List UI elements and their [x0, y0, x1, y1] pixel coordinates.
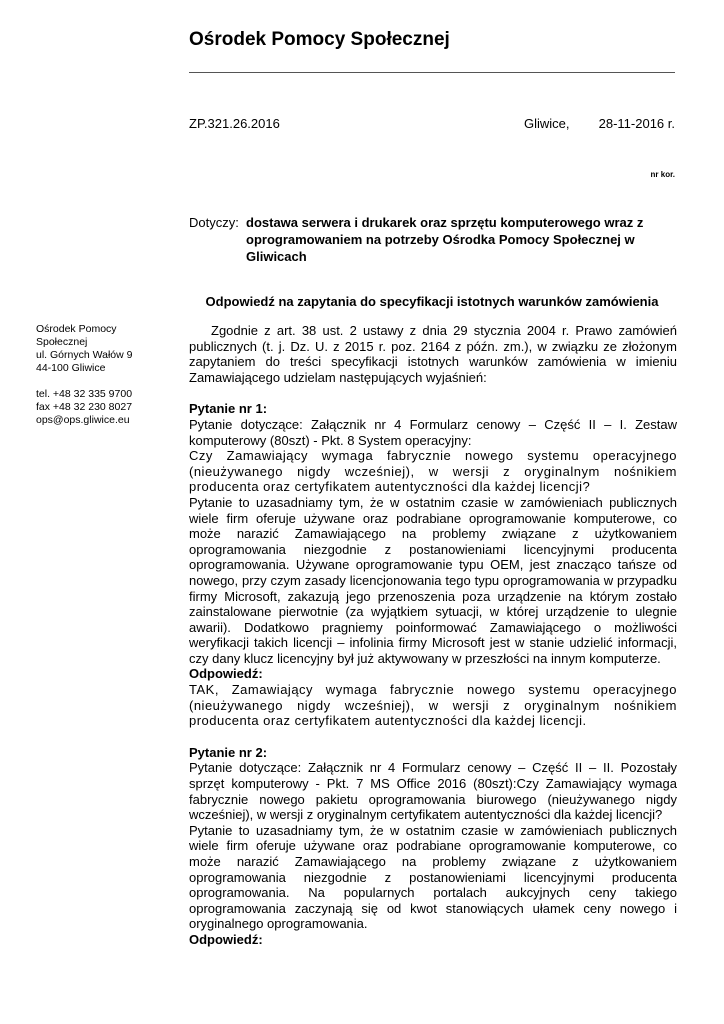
- document-date: 28-11-2016 r.: [598, 116, 675, 131]
- sidebar-line: Ośrodek Pomocy: [36, 323, 117, 335]
- answer-1-label: Odpowiedź:: [189, 666, 263, 682]
- sidebar-line: 44-100 Gliwice: [36, 362, 106, 374]
- sidebar-fax: fax +48 32 230 8027: [36, 401, 133, 413]
- sidebar-line: Społecznej: [36, 336, 88, 348]
- question-1-text: Czy Zamawiający wymaga fabrycznie nowego systemu operacyjnego (nieużywanego nigdy wcześniej), w wersji z oryginalnym nośnikiem producenta oraz certyfikatem autentyczności dla każdej licencji?: [189, 448, 677, 495]
- question-1-title: Pytanie nr 1:: [189, 401, 268, 417]
- header-divider: [189, 72, 675, 73]
- subject-block: [189, 214, 679, 265]
- document-body: [189, 323, 677, 948]
- subject-label: Dotyczy:: [189, 215, 239, 230]
- reference-line: [189, 116, 675, 131]
- document-heading: Odpowiedź na zapytania do specyfikacji istotnych warunków zamówienia: [205, 294, 659, 309]
- question-2-subject: Pytanie dotyczące: Załącznik nr 4 Formularz cenowy – Część II – II. Pozostały sprzęt komputerowy - Pkt. 7 MS Office 2016 (80szt):Czy Zamawiający wymaga fabrycznie nowego pakietu oprogramowania biurowego (nieużywanego nigdy wcześniej), w wersji z oryginalnym certyfikatem autentyczności dla każdej licencji?: [189, 760, 677, 823]
- reference-number: ZP.321.26.2016: [189, 116, 280, 131]
- sidebar-email: ops@ops.gliwice.eu: [36, 414, 130, 426]
- question-1-subject: Pytanie dotyczące: Załącznik nr 4 Formularz cenowy – Część II – I. Zestaw komputerowy (80szt) - Pkt. 8 System operacyjny:: [189, 416, 677, 448]
- place: Gliwice,: [524, 116, 570, 131]
- nr-kor-label: nr kor.: [650, 170, 675, 179]
- intro-paragraph: Zgodnie z art. 38 ust. 2 ustawy z dnia 29 stycznia 2004 r. Prawo zamówień publicznych (t. j. Dz. U. z 2015 r. poz. 2164 z późn. zm.), w związku ze złożonym zapytaniem do treści specyfikacji istotnych warunków zamówienia w imieniu Zamawiającego udzielam następujących wyjaśnień:: [189, 323, 677, 385]
- answer-2-label: Odpowiedź:: [189, 931, 263, 947]
- sidebar-contact: [36, 323, 176, 427]
- sidebar-phone: tel. +48 32 335 9700: [36, 388, 133, 400]
- organization-title: Ośrodek Pomocy Społecznej: [189, 29, 450, 50]
- question-2-justification: Pytanie to uzasadniamy tym, że w ostatnim czasie w zamówieniach publicznych wiele firm oferuje używane oraz podrabiane oprogramowanie komputerowe, co może narazić Zamawiającego na problemy związane z użytkowaniem oprogramowania niezgodnie z postanowieniami licencyjnymi producenta oprogramowania. Na popularnych portalach aukcyjnych ceny takiego oprogramowania zaczynają się od kwot stanowiących ułamek ceny nowego i oryginalnego oprogramowania.: [189, 822, 677, 932]
- question-2-title: Pytanie nr 2:: [189, 744, 268, 760]
- answer-1-text: TAK, Zamawiający wymaga fabrycznie nowego systemu operacyjnego (nieużywanego nigdy wcześniej), w wersji z oryginalnym nośnikiem producenta oraz certyfikatem autentyczności dla każdej licencji.: [189, 682, 677, 729]
- question-1-justification: Pytanie to uzasadniamy tym, że w ostatnim czasie w zamówieniach publicznych wiele firm oferuje używane oraz podrabiane oprogramowanie komputerowe, co może narazić Zamawiającego na problemy związane z użytkowaniem oprogramowania niezgodnie z postanowieniami licencyjnymi producenta oprogramowania. Używane oprogramowanie typu OEM, jest znacząco tańsze od nowego, przy czym zasady licencjonowania tego typu oprogramowania w przypadku firmy Microsoft, zakazują jego przenoszenia poza urządzenie na którym zostało zainstalowane pierwotnie (za wyjątkiem sytuacji, w której urządzenie to ulegnie awarii). Dodatkowo pragniemy poinformować Zamawiającego o możliwości weryfikacji takich licencji – infolinia firmy Microsoft jest w stanie udzielić informacji, czy dany klucz licencyjny był już aktywowany w przeszłości na innym komputerze.: [189, 494, 677, 666]
- sidebar-line: ul. Górnych Wałów 9: [36, 349, 133, 361]
- subject-text: dostawa serwera i drukarek oraz sprzętu komputerowego wraz z oprogramowaniem na potrzeby Ośrodka Pomocy Społecznej w Gliwicach: [246, 215, 644, 264]
